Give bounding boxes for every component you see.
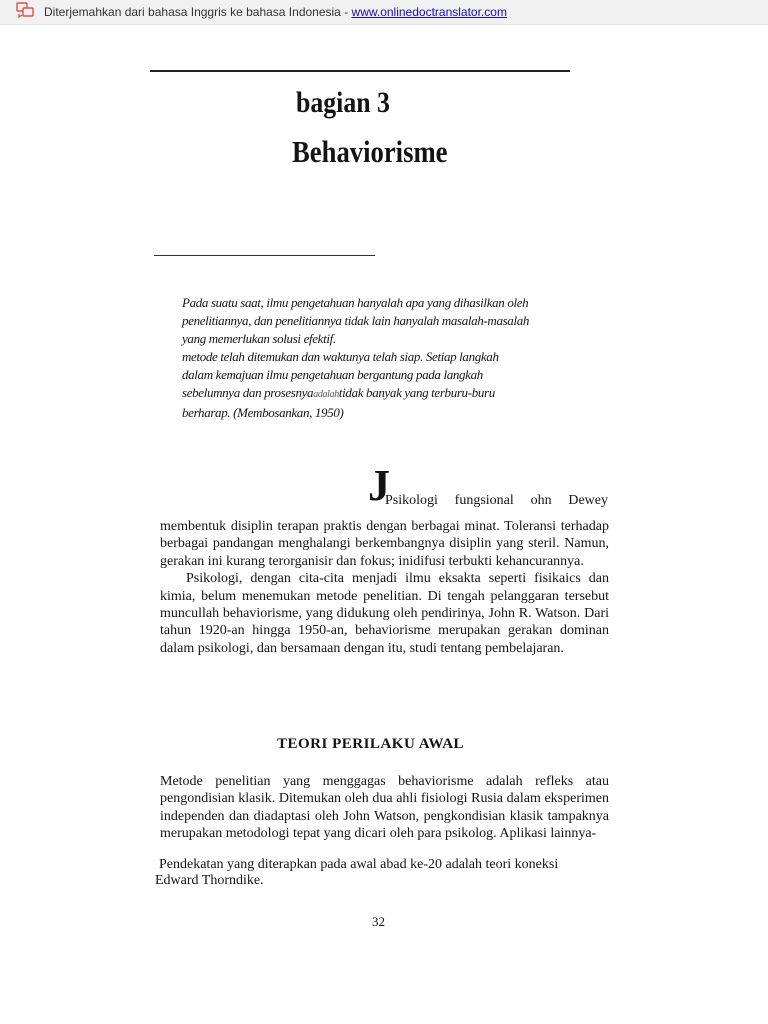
chapter-label: bagian 3 (296, 86, 390, 119)
epigraph-line: dalam kemajuan ilmu pengetahuan bergantung pada langkah (182, 367, 483, 382)
top-rule (150, 70, 570, 72)
epigraph-line: penelitiannya, dan penelitiannya tidak lain hanyalah masalah-masalah (182, 313, 530, 328)
epigraph-fragment: tidak banyak yang terburu-buru (338, 385, 495, 400)
epigraph-citation: berharap. (Membosankan, 1950) (182, 405, 344, 420)
chapter-title: Behaviorisme (292, 134, 448, 169)
section-line: Edward Thorndike. (155, 873, 264, 888)
page-number: 32 (372, 914, 385, 929)
epigraph-line: yang memerlukan solusi efektif. (182, 331, 336, 346)
intro-body (160, 518, 609, 657)
section-tail (155, 857, 615, 889)
intro-paragraph: Psikologi, dengan cita-cita menjadi ilmu eksakta seperti fisikaics dan kimia, belum menemukan metode penelitian. Di tengah pelanggaran tersebut muncullah behaviorisme, yang didukung oleh pendirinya, John R. Watson. Dari tahun 1920-an hingga 1950-an, behaviorisme merupakan gerakan dominan dalam psikologi, dan bersamaan dengan itu, studi tentang pembelajaran. (160, 571, 609, 656)
epigraph-line (182, 384, 582, 404)
epigraph-fragment: sebelumnya dan prosesnya (182, 385, 314, 400)
section-line: Pendekatan yang diterapkan pada awal abad ke-20 adalah teori koneksi (159, 857, 559, 872)
epigraph-line: metode telah ditemukan dan waktunya telah siap. Setiap langkah (182, 349, 499, 364)
epigraph-inserted-word: adalah (313, 389, 339, 400)
intro-first-line: Psikologi fungsional ohn Dewey (385, 493, 608, 508)
translate-icon (16, 2, 36, 20)
banner-label: Diterjemahkan dari bahasa Inggris ke bahasa Indonesia - (44, 5, 352, 19)
section-rule (154, 255, 375, 256)
drop-cap: J (368, 461, 390, 510)
epigraph (182, 294, 582, 422)
intro-paragraph: membentuk disiplin terapan praktis dengan berbagai minat. Toleransi terhadap berbagai pandangan menghalangi berkembangnya disiplin yang steril. Namun, gerakan ini kurang terorganisir dan fokus; inidifusi terbukti kehancurannya. (160, 519, 609, 569)
section-paragraph: Metode penelitian yang menggagas behaviorisme adalah refleks atau pengondisian klasik. Ditemukan oleh dua ahli fisiologi Rusia dalam eksperimen independen dan diadaptasi oleh John Watson, pengkondisian klasik tampaknya merupakan metodologi tepat yang dicari oleh para psikolog. Aplikasi lainnya- (160, 774, 609, 842)
translation-banner (0, 0, 768, 25)
epigraph-line: Pada suatu saat, ilmu pengetahuan hanyalah apa yang dihasilkan oleh (182, 295, 529, 310)
section-heading: TEORI PERILAKU AWAL (277, 736, 465, 752)
banner-text (44, 5, 507, 19)
translator-link[interactable]: www.onlinedoctranslator.com (351, 5, 507, 19)
